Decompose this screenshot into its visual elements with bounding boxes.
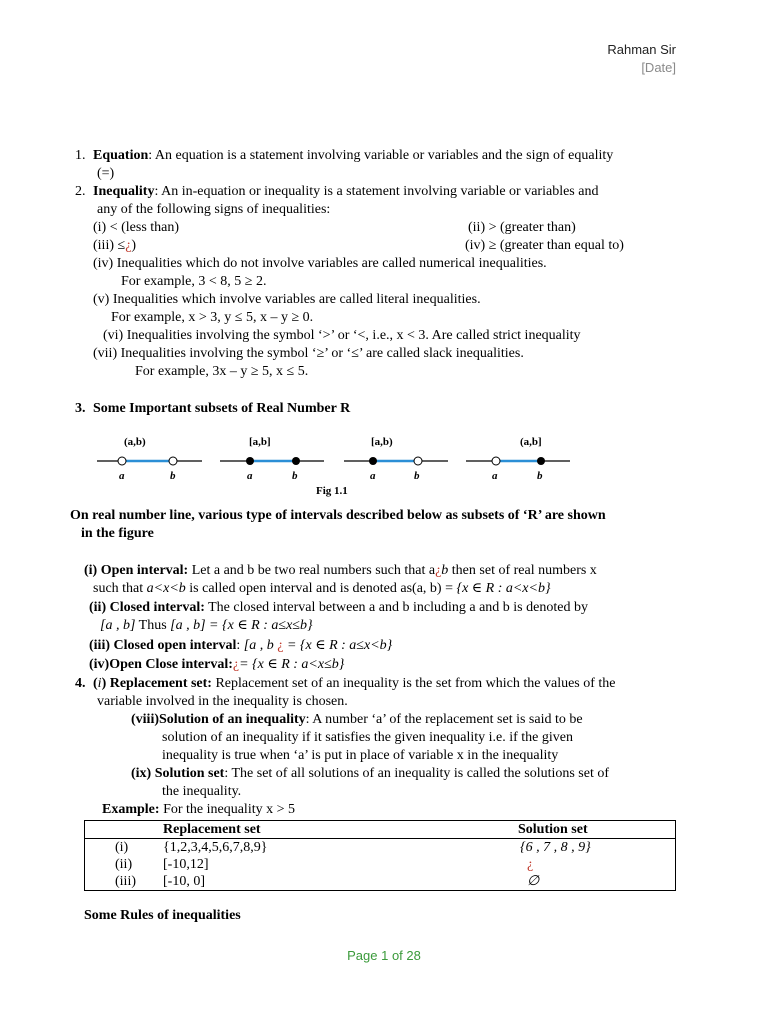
table-header-row — [85, 821, 676, 839]
point-a-open-4 — [492, 457, 500, 465]
item-1-cont: (=) — [97, 166, 115, 181]
fig-b-4: b — [537, 470, 543, 482]
solution-label: (viii)Solution of an inequality — [131, 712, 306, 727]
fig-b-2: b — [292, 470, 298, 482]
item-4-label-i: i — [97, 676, 102, 691]
fig-a-4: a — [492, 470, 498, 482]
solution-set-line-2: the inequality. — [162, 784, 242, 799]
point-b-closed-2 — [292, 457, 300, 465]
inverted-question-glyph: ¿ — [527, 857, 534, 872]
item-2-line — [93, 184, 598, 200]
header-author: Rahman Sir — [607, 42, 676, 57]
example-label: Example: — [102, 802, 160, 817]
table-row — [85, 856, 676, 873]
item-2-term: Inequality — [93, 184, 155, 199]
open-interval-b: b — [441, 563, 449, 578]
point-b-closed-4 — [537, 457, 545, 465]
solution-line-3: inequality is true when ‘a’ is put in place of variable x in the inequality — [162, 748, 559, 763]
row-num: (iii) — [115, 874, 136, 889]
header-date: [Date] — [641, 60, 676, 75]
item-3-title — [93, 401, 350, 417]
point-a-open-1 — [118, 457, 126, 465]
row-replacement: [-10,12] — [163, 857, 209, 872]
item-3-title-text: Some Important subsets of Real Number R — [93, 401, 351, 416]
row-num: (i) — [115, 840, 129, 855]
open-set: {x ∈ R : a<x<b} — [456, 581, 551, 596]
rules-title-text: Some Rules of inequalities — [84, 908, 241, 923]
fig-caption: Fig 1.1 — [316, 485, 348, 497]
open-interval-text: Let a and b be two real numbers such that a — [188, 563, 436, 578]
slack-inequality: (vii) Inequalities involving the symbol ‘≥’ or ‘≤’ are called slack inequalities. — [93, 346, 524, 361]
inverted-question-glyph: ¿ — [125, 238, 132, 253]
solution-table — [84, 820, 676, 891]
open-l2-a: such that — [93, 581, 147, 596]
empty-set-symbol: ∅ — [527, 874, 540, 889]
item-3-number — [75, 401, 86, 417]
solution-line-2: solution of an inequality if it satisfies the given inequality i.e. if the given — [162, 730, 573, 745]
item-1-number: 1. — [75, 148, 86, 163]
point-a-closed-3 — [369, 457, 377, 465]
row-solution — [515, 839, 676, 857]
sign-less-equal-close: ) — [131, 238, 137, 253]
item-3-number-text: 3. — [75, 401, 86, 416]
numerical-inequalities: (iv) Inequalities which do not involve variables are called numerical inequalities. — [93, 256, 547, 271]
open-close-interval-line — [89, 657, 344, 673]
table-header-num — [85, 821, 164, 839]
fig-a-3: a — [370, 470, 376, 482]
intervals-intro-2 — [81, 526, 154, 542]
interval-figure — [92, 432, 582, 498]
strict-inequality: (vi) Inequalities involving the symbol ‘>’ or ‘<, i.e., x < 3. Are called strict inequality — [103, 328, 581, 343]
item-1-text: : An equation is a statement involving variable or variables and the sign of equality — [148, 148, 614, 163]
solution-set-text: : The set of all solutions of an inequality is called the solutions set of — [224, 766, 610, 781]
fig-label-closed: [a,b] — [249, 436, 271, 448]
open-interval-line — [84, 563, 597, 579]
sign-less-equal-text: (iii) ≤ — [93, 238, 126, 253]
solution-text: : A number ‘a’ of the replacement set is said to be — [305, 712, 583, 727]
open-interval-line-2 — [93, 581, 551, 597]
closed-l2-c: [a , b] = {x ∈ R : a≤x≤b} — [170, 618, 313, 633]
row-solution — [515, 856, 676, 873]
slack-example: For example, 3x – y ≥ 5, x ≤ 5. — [135, 364, 309, 379]
closed-interval-line-2 — [100, 618, 313, 634]
item-2-number: 2. — [75, 184, 86, 199]
inverted-question-glyph: ¿ — [232, 657, 240, 672]
sign-greater-equal: (iv) ≥ (greater than equal to) — [465, 238, 624, 253]
row-solution — [515, 873, 676, 891]
fig-label-closed-open: [a,b) — [371, 436, 393, 448]
point-b-open-3 — [414, 457, 422, 465]
row-replacement: [-10, 0] — [163, 874, 205, 889]
item-4-line — [93, 676, 616, 692]
item-4-text: Replacement set of an inequality is the set from which the values of the — [211, 676, 616, 691]
item-4-number — [75, 676, 86, 692]
sign-greater-than: (ii) > (greater than) — [468, 220, 576, 235]
fig-label-open: (a,b) — [124, 436, 146, 448]
fig-b-1: b — [170, 470, 176, 482]
item-2-text: : An in-equation or inequality is a statement involving variable or variables and — [154, 184, 599, 199]
open-interval-text-2: then set of real numbers x — [448, 563, 597, 578]
item-4-number-text: 4. — [75, 676, 86, 691]
literal-example: For example, x > 3, y ≤ 5, x – y ≥ 0. — [111, 310, 314, 325]
interval-number-lines — [92, 432, 582, 498]
point-a-closed-2 — [246, 457, 254, 465]
closed-l2-a: [a , b] — [100, 618, 136, 633]
numerical-example: For example, 3 < 8, 5 ≥ 2. — [121, 274, 267, 289]
open-interval-label: (i) Open interval: — [84, 563, 189, 578]
closed-open-colon: : — [236, 638, 244, 653]
table-row — [85, 839, 676, 857]
closed-open-interval-line — [89, 638, 392, 654]
solution-set-label: (ix) Solution set — [131, 766, 225, 781]
open-close-label: (iv)Open Close interval: — [89, 657, 233, 672]
solution-line — [131, 712, 583, 728]
item-1-term: Equation — [93, 148, 149, 163]
closed-interval-label: (ii) Closed interval: — [89, 600, 205, 615]
closed-l2-b: Thus — [135, 618, 171, 633]
item-4-text-2: variable involved in the inequality is chosen. — [97, 694, 348, 709]
item-1-line — [93, 148, 613, 164]
fig-b-3: b — [414, 470, 420, 482]
inverted-question-glyph: ¿ — [435, 563, 442, 578]
row-replacement: {1,2,3,4,5,6,7,8,9} — [163, 840, 268, 855]
sign-less-than: (i) < (less than) — [93, 220, 180, 235]
closed-interval-text: The closed interval between a and b including a and b is denoted by — [204, 600, 588, 615]
table-row — [85, 873, 676, 891]
table-header-solution: Solution set — [515, 821, 676, 839]
example-line — [102, 802, 295, 818]
literal-inequalities: (v) Inequalities which involve variables are called literal inequalities. — [93, 292, 481, 307]
intervals-intro-1 — [70, 508, 606, 524]
item-4-label-open: ( — [93, 676, 98, 691]
open-l2-b: is called open interval and is denoted as(a, b) = — [185, 581, 457, 596]
fig-a-2: a — [247, 470, 253, 482]
open-l2-math: a<x<b — [146, 581, 186, 596]
intervals-intro-2-text: in the figure — [81, 526, 154, 541]
sign-less-equal — [93, 238, 136, 254]
solution-set-line — [131, 766, 609, 782]
inverted-question-glyph: ¿ — [277, 638, 284, 653]
item-2-cont: any of the following signs of inequalities: — [97, 202, 331, 217]
closed-open-set: = {x ∈ R : a≤x<b} — [283, 638, 393, 653]
row-solution-text: {6 , 7 , 8 , 9} — [520, 840, 591, 855]
fig-a-1: a — [119, 470, 125, 482]
closed-interval-line — [89, 600, 588, 616]
intervals-intro-1-text: On real number line, various type of intervals described below as subsets of ‘R’ are shown — [70, 508, 606, 523]
item-4-label-rest: ) Replacement set: — [101, 676, 212, 691]
closed-open-b: [a , b — [243, 638, 274, 653]
open-close-set: = {x ∈ R : a<x≤b} — [239, 657, 345, 672]
row-num: (ii) — [115, 857, 133, 872]
rules-title — [84, 908, 241, 924]
fig-label-open-closed: (a,b] — [520, 436, 542, 448]
example-text: For the inequality x > 5 — [159, 802, 295, 817]
closed-open-label: (iii) Closed open interval — [89, 638, 237, 653]
table-header-replacement: Replacement set — [163, 821, 515, 839]
page-footer: Page 1 of 28 — [347, 948, 421, 963]
point-b-open-1 — [169, 457, 177, 465]
